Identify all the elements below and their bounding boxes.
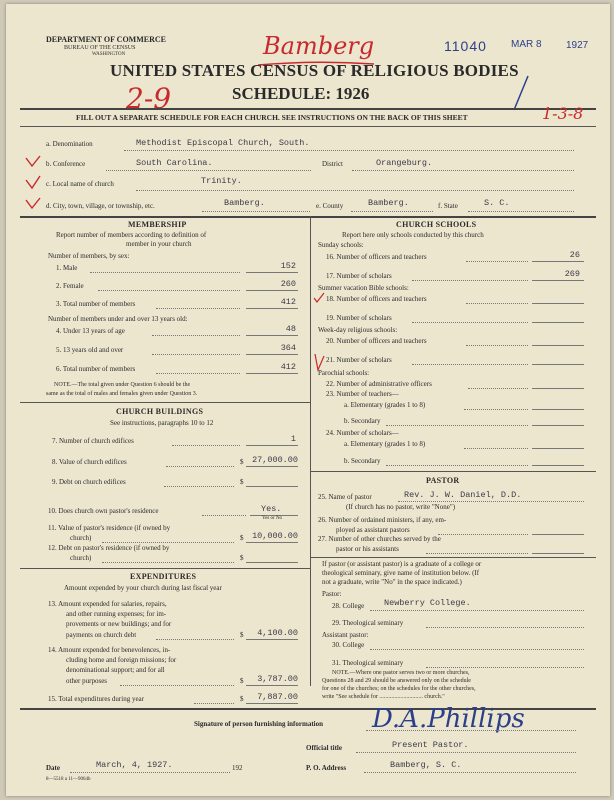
red-check-marks — [22, 154, 46, 218]
weekday-schools-label: Week-day religious schools: — [318, 326, 398, 334]
q16-label: 16. Number of officers and teachers — [326, 253, 427, 261]
q8-value: 27,000.00 — [252, 455, 298, 465]
form-instruction: FILL OUT A SEPARATE SCHEDULE FOR EACH CHURCH. SEE INSTRUCTIONS ON THE BACK OF THIS SHEET — [76, 113, 468, 122]
bureau-name: BUREAU OF THE CENSUS — [64, 45, 136, 51]
q17-label: 17. Number of scholars — [326, 272, 392, 280]
buildings-heading: CHURCH BUILDINGS — [116, 407, 204, 416]
q27-label: 27. Number of other churches served by the — [318, 535, 441, 543]
pastor-note: NOTE.—Where one pastor serves two or more churches, — [332, 670, 470, 676]
state-label: f. State — [438, 202, 458, 210]
city-value: Bamberg. — [224, 198, 265, 208]
q12-dollar: $ — [240, 554, 244, 562]
assistant-pastor-sublabel: Assistant pastor: — [322, 631, 369, 639]
summer-schools-label: Summer vacation Bible schools: — [318, 284, 409, 292]
q14-label-3: denominational support; and for all — [66, 666, 165, 674]
q13-value: 4,100.00 — [257, 628, 298, 638]
signature-value: D.A.Phillips — [372, 704, 525, 734]
q16-value: 26 — [569, 250, 580, 260]
membership-note-2: same as the total of males and females given under Question 3. — [46, 391, 198, 397]
schools-intro: Report here only schools conducted by this church — [342, 231, 484, 239]
signature-label: Signature of person furnishing information — [194, 720, 323, 728]
q12-label: 12. Debt on pastor's residence (if owned by — [48, 544, 170, 552]
q1-value: 152 — [280, 261, 296, 271]
q19-label: 19. Number of scholars — [326, 314, 392, 322]
q18-red-check — [312, 292, 326, 304]
q11-value: 10,000.00 — [252, 531, 298, 541]
pastor-sublabel: Pastor: — [322, 590, 342, 598]
q6-label: 6. Total number of members — [56, 365, 136, 373]
q11-label-2: church) — [70, 534, 92, 542]
q9-label: 9. Debt on church edifices — [52, 478, 126, 486]
pastor-note-2: Questions 28 and 29 should be answered only on the schedule — [322, 678, 471, 684]
q2-label: 2. Female — [56, 282, 84, 290]
q21-label: 21. Number of scholars — [326, 356, 392, 364]
q25-hint: (If church has no pastor, write "None") — [346, 503, 456, 511]
q23b-label: b. Secondary — [344, 417, 381, 425]
q11-dollar: $ — [240, 534, 244, 542]
q13-label-3: provements or new buildings; and for — [66, 620, 172, 628]
q13-dollar: $ — [240, 631, 244, 639]
q14-dollar: $ — [240, 677, 244, 685]
city-label: d. City, town, village, or township, etc. — [46, 202, 155, 210]
membership-heading: MEMBERSHIP — [128, 220, 187, 229]
parochial-schools-label: Parochial schools: — [318, 369, 370, 377]
po-address-value: Bamberg, S. C. — [390, 760, 462, 770]
form-subtitle: SCHEDULE: 1926 — [232, 84, 370, 103]
q9-dollar: $ — [240, 478, 244, 486]
q8-label: 8. Value of church edifices — [52, 458, 127, 466]
county-value: Bamberg. — [368, 198, 409, 208]
pastor-note-3: for one of the churches; on the schedules for the other churches, — [322, 686, 476, 692]
q28-value: Newberry College. — [384, 598, 471, 608]
q31-label: 31. Theological seminary — [332, 659, 404, 667]
q10-value: Yes. — [261, 504, 282, 514]
q12-label-2: church) — [70, 554, 92, 562]
sunday-schools-label: Sunday schools: — [318, 241, 364, 249]
form-title: UNITED STATES CENSUS OF RELIGIOUS BODIES — [110, 61, 519, 80]
q8-dollar: $ — [240, 458, 244, 466]
census-schedule-page — [6, 4, 610, 796]
stamp-year: 1927 — [566, 40, 589, 51]
q13-label-4: payments on church debt — [66, 631, 137, 639]
denomination-label: a. Denomination — [46, 140, 93, 148]
q13-label: 13. Amount expended for salaries, repairs, — [48, 600, 167, 608]
q4-label: 4. Under 13 years of age — [56, 327, 125, 335]
q29-label: 29. Theological seminary — [332, 619, 404, 627]
church-name-value: Trinity. — [201, 176, 242, 186]
conference-label: b. Conference — [46, 160, 86, 168]
pastor-note-4: write "See schedule for ............................. church." — [322, 694, 445, 700]
pastor-heading: PASTOR — [426, 476, 460, 485]
expenditures-intro: Amount expended by your church during last fiscal year — [64, 584, 222, 592]
q5-value: 364 — [280, 343, 296, 353]
state-value: S. C. — [484, 198, 510, 208]
q23a-label: a. Elementary (grades 1 to 8) — [344, 401, 426, 409]
q23-label: 23. Number of teachers— — [326, 390, 399, 398]
membership-intro: Report number of members according to definition of — [56, 231, 207, 239]
q3-value: 412 — [280, 297, 296, 307]
schools-heading: CHURCH SCHOOLS — [396, 220, 477, 229]
q30-label: 30. College — [332, 641, 365, 649]
conference-value: South Carolina. — [136, 158, 213, 168]
buildings-intro: See instructions, paragraphs 10 to 12 — [110, 419, 214, 427]
date-value: March, 4, 1927. — [96, 760, 173, 770]
q15-label: 15. Total expenditures during year — [48, 695, 144, 703]
q22-label: 22. Number of administrative officers — [326, 380, 432, 388]
date-label: Date — [46, 764, 60, 772]
official-title-value: Present Pastor. — [392, 740, 469, 750]
q7-label: 7. Number of church edifices — [52, 437, 134, 445]
q11-label: 11. Value of pastor's residence (if owned by — [48, 524, 171, 532]
q27-label-2: pastor or his assistants — [336, 545, 399, 553]
q6-value: 412 — [280, 362, 296, 372]
q13-label-2: and other running expenses; for im- — [66, 610, 167, 618]
q20-label: 20. Number of officers and teachers — [326, 337, 427, 345]
church-name-label: c. Local name of church — [46, 180, 114, 188]
members-by-sex-label: Number of members, by sex: — [48, 252, 130, 260]
stamp-number: 11040 — [444, 38, 487, 54]
denomination-value: Methodist Episcopal Church, South. — [136, 138, 310, 148]
county-label: e. County — [316, 202, 344, 210]
q14-label-4: other purposes — [66, 677, 108, 685]
q10-hint: Yes or No — [262, 516, 283, 521]
q17-value: 269 — [564, 269, 580, 279]
q26-label-2: ployed as assistant pastors — [336, 526, 410, 534]
graduate-instruction-2: theological seminary, give name of institution below. (If — [322, 569, 480, 577]
po-address-label: P. O. Address — [306, 764, 347, 772]
graduate-instruction-3: not a graduate, write "No" in the space indicated.) — [322, 578, 462, 586]
official-title-label: Official title — [306, 744, 342, 752]
membership-intro-2: member in your church — [126, 240, 192, 248]
q10-label: 10. Does church own pastor's residence — [48, 507, 159, 515]
form-code: 8—5518 a 11—9064b — [46, 777, 91, 782]
q28-label: 28. College — [332, 602, 365, 610]
members-by-age-label: Number of members under and over 13 years old: — [48, 315, 188, 323]
stamp-date: MAR 8 — [511, 39, 542, 50]
membership-note: NOTE.—The total given under Question 6 should be the — [54, 382, 191, 388]
date-suffix: 192 — [232, 764, 243, 772]
q7-value: 1 — [290, 434, 296, 444]
q24-label: 24. Number of scholars— — [326, 429, 399, 437]
q14-value: 3,787.00 — [257, 674, 298, 684]
q3-label: 3. Total number of members — [56, 300, 136, 308]
expenditures-heading: EXPENDITURES — [130, 572, 197, 581]
q25-label: 25. Name of pastor — [318, 493, 372, 501]
q25-value: Rev. J. W. Daniel, D.D. — [404, 490, 522, 500]
q4-value: 48 — [285, 324, 296, 334]
graduate-instruction: If pastor (or assistant pastor) is a graduate of a college or — [322, 560, 482, 568]
q24a-label: a. Elementary (grades 1 to 8) — [344, 440, 426, 448]
q24b-label: b. Secondary — [344, 457, 381, 465]
q18-label: 18. Number of officers and teachers — [326, 295, 427, 303]
annotation-right: 1-3-8 — [542, 104, 584, 123]
q15-dollar: $ — [240, 695, 244, 703]
department-name: DEPARTMENT OF COMMERCE — [46, 35, 167, 44]
q26-label: 26. Number of ordained ministers, if any, em- — [318, 516, 447, 524]
q2-value: 260 — [280, 279, 296, 289]
q14-label: 14. Amount expended for benevolences, in- — [48, 646, 171, 654]
district-value: Orangeburg. — [376, 158, 433, 168]
district-label: District — [322, 160, 343, 168]
bureau-city: WASHINGTON — [92, 52, 126, 57]
annotation-town: Bamberg — [263, 32, 375, 60]
q15-value: 7,887.00 — [257, 692, 298, 702]
q14-label-2: cluding home and foreign missions; for — [66, 656, 177, 664]
annotation-code: 2-9 — [126, 82, 172, 115]
q1-label: 1. Male — [56, 264, 78, 272]
q5-label: 5. 13 years old and over — [56, 346, 124, 354]
